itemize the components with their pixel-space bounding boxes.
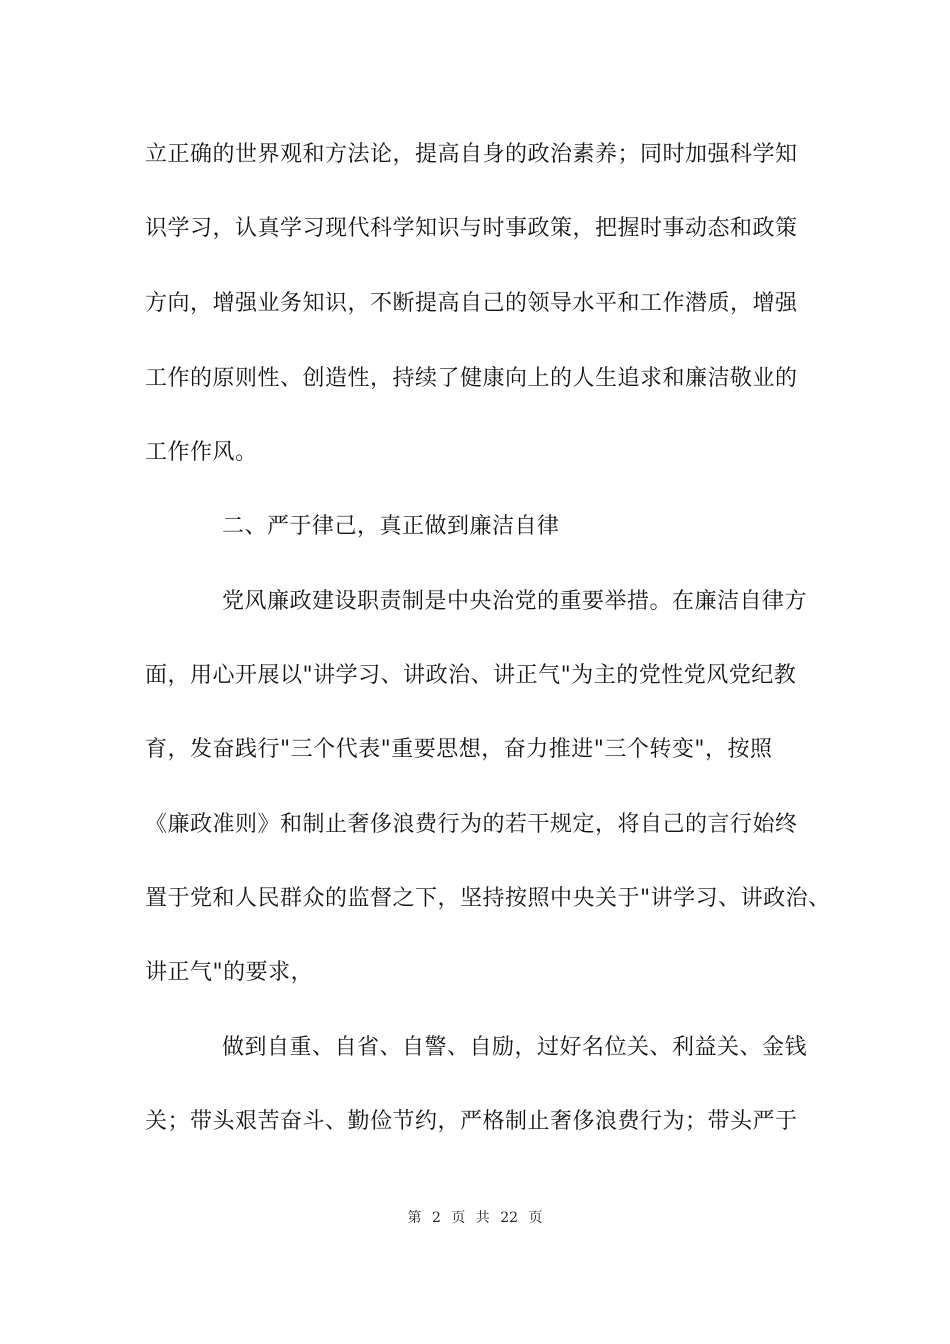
body-text-line: 讲正气"的要求， xyxy=(145,960,314,985)
body-text-line: 《廉政准则》和制止奢侈浪费行为的若干规定，将自己的言行始终 xyxy=(145,812,798,837)
body-text-line: 置于党和人民群众的监督之下，坚持按照中央关于"讲学习、讲政治、 xyxy=(145,886,831,911)
footer-total-unit: 页 xyxy=(528,1210,543,1226)
body-text-line: 工作作风。 xyxy=(145,440,258,465)
body-text-line: 面，用心开展以"讲学习、讲政治、讲正气"为主的党性党风党纪教 xyxy=(145,663,797,688)
footer-page-unit: 页 xyxy=(451,1210,466,1226)
body-text-line: 做到自重、自省、自警、自励，过好名位关、利益关、金钱 xyxy=(222,1035,808,1060)
body-text-line: 工作的原则性、创造性，持续了健康向上的人生追求和廉洁敬业的 xyxy=(145,366,798,391)
body-text-line: 识学习，认真学习现代科学知识与时事政策，把握时事动态和政策 xyxy=(145,216,798,241)
footer-prefix: 第 xyxy=(407,1210,422,1226)
body-text-line: 方向，增强业务知识，不断提高自己的领导水平和工作潜质，增强 xyxy=(145,291,798,316)
footer-total-prefix: 共 xyxy=(475,1210,490,1226)
body-text-line: 育，发奋践行"三个代表"重要思想，奋力推进"三个转变"，按照 xyxy=(145,737,773,762)
body-text-line: 党风廉政建设职责制是中央治党的重要举措。在廉洁自律方 xyxy=(222,589,808,614)
current-page-number: 2 xyxy=(431,1210,441,1226)
body-text-line: 立正确的世界观和方法论，提高自身的政治素养；同时加强科学知 xyxy=(145,142,798,167)
section-heading: 二、严于律己，真正做到廉洁自律 xyxy=(222,514,560,539)
total-page-number: 22 xyxy=(500,1210,519,1226)
page-footer xyxy=(0,1208,950,1228)
body-text-line: 关；带头艰苦奋斗、勤俭节约，严格制止奢侈浪费行为；带头严于 xyxy=(145,1109,798,1134)
